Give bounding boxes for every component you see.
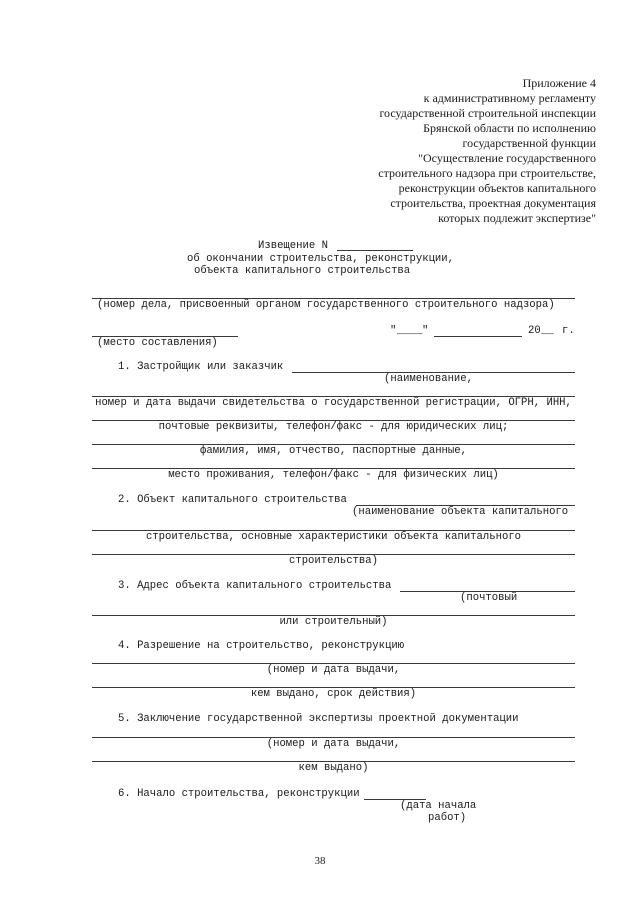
date-day-blank[interactable]: ____ — [397, 325, 423, 337]
date-year-suffix: г. — [562, 325, 575, 337]
notice-number-field[interactable] — [337, 250, 413, 251]
appendix-header — [296, 76, 596, 226]
date-day-open: " — [390, 325, 397, 337]
notice-subtitle-1: об окончании строительства, реконструкции, — [187, 253, 455, 265]
date-month-field[interactable] — [434, 336, 522, 337]
section6-hint-2: работ) — [428, 812, 467, 824]
date-year-blank[interactable]: __ — [541, 325, 554, 337]
date-year-prefix: 20 — [528, 325, 541, 337]
notice-subtitle-2: объекта капитального строительства — [194, 265, 411, 277]
section4-hint-1: (номер и дата выдачи, — [266, 664, 401, 676]
section1-hint-4: фамилия, имя, отчество, паспортные данные, — [199, 445, 467, 457]
section4-label: 4. Разрешение на строительство, реконструкцию — [118, 640, 405, 652]
section2-hint-1: (наименование объекта капитального — [352, 506, 569, 518]
section1-hint-3: почтовые реквизиты, телефон/факс - для юридических лиц; — [158, 421, 509, 433]
section1-hint-2: номер и дата выдачи свидетельства о государственной регистрации, ОГРН, ИНН, — [95, 397, 572, 409]
section5-hint-1: (номер и дата выдачи, — [266, 738, 401, 750]
page-number: 38 — [314, 855, 326, 867]
section6-hint-1: (дата начала — [400, 800, 477, 812]
header-line: которых подлежит экспертизе" — [438, 211, 596, 225]
section2-label: 2. Объект капитального строительства — [118, 494, 347, 506]
place-caption: (место составления) — [97, 337, 218, 349]
header-line: государственной функции — [462, 136, 596, 150]
header-line: "Осуществление государственного — [418, 151, 596, 165]
section1-hint-5: место проживания, телефон/факс - для физических лиц) — [168, 469, 499, 481]
section2-hint-3: строительства) — [288, 555, 378, 567]
section3-hint-2: или строительный) — [279, 616, 388, 628]
section6-label: 6. Начало строительства, реконструкции — [118, 788, 360, 800]
date-day-close: " — [422, 325, 429, 337]
section3-label: 3. Адрес объекта капитального строительства — [118, 580, 392, 592]
header-line: государственной строительной инспекции — [379, 106, 596, 120]
header-line: Брянской области по исполнению — [423, 121, 596, 135]
section1-hint-1: (наименование, — [384, 373, 474, 385]
notice-title: Извещение N — [258, 240, 328, 252]
header-line: Приложение 4 — [522, 76, 596, 90]
header-line: строительного надзора при строительстве, — [378, 166, 596, 180]
header-line: реконструкции объектов капитального — [398, 181, 596, 195]
header-line: к административному регламенту — [423, 91, 596, 105]
section1-label: 1. Застройщик или заказчик — [118, 361, 284, 373]
section5-hint-2: кем выдано) — [298, 762, 369, 774]
section3-hint-1: (почтовый — [460, 592, 518, 604]
section2-hint-2: строительства, основные характеристики объекта капитального — [145, 531, 522, 543]
case-number-caption: (номер дела, присвоенный органом государственного строительного надзора) — [97, 299, 555, 311]
header-line: строительства, проектная документация — [390, 196, 596, 210]
section5-label: 5. Заключение государственной экспертизы проектной документации — [118, 713, 519, 725]
section4-hint-2: кем выдано, срок действия) — [250, 688, 417, 700]
